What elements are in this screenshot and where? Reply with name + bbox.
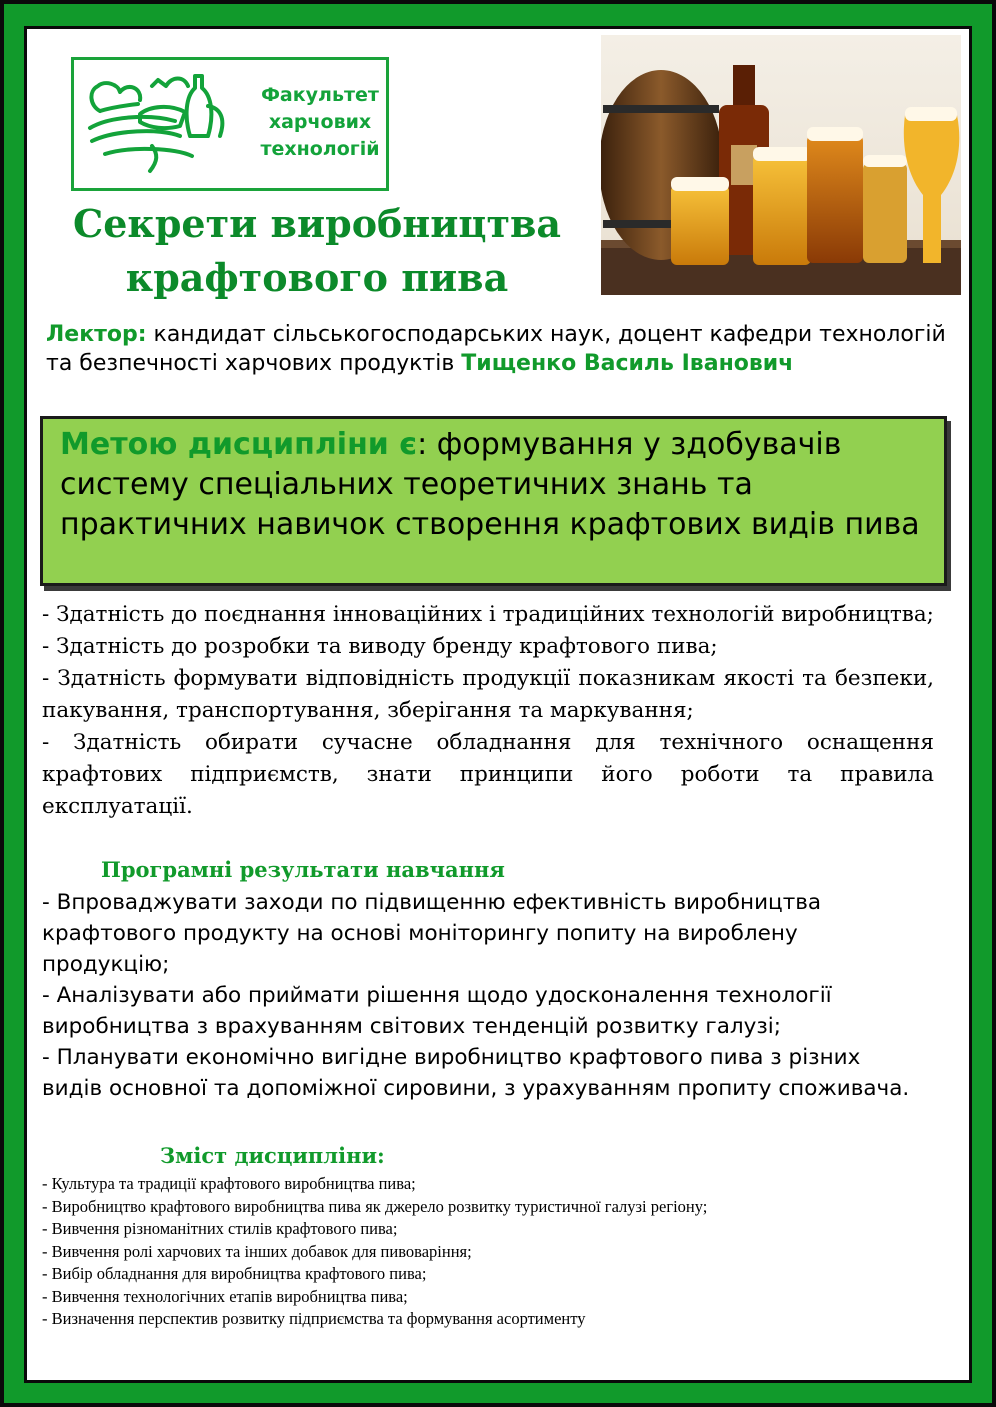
- faculty-logo: [71, 57, 389, 191]
- competence-item: - Здатність до розробки та виводу бренду крафтового пива;: [42, 634, 718, 659]
- results-list: [42, 887, 922, 1104]
- goal-description: : формування у здобувачів систему спеціальних теоретичних знань та практичних навичок створення крафтових видів пива: [60, 427, 920, 542]
- goal-box: [40, 416, 947, 586]
- lecturer-description: кандидат сільськогосподарських наук, доцент кафедри технологій та безпечності харчових продуктів: [46, 322, 946, 376]
- competence-item: - Здатність обирати сучасне обладнання для технічного оснащення крафтових підприємств, знати принципи його роботи та правила експлуатації.: [42, 730, 934, 819]
- content-item: - Вивчення ролі харчових та інших добавок для пивоваріння;: [42, 1241, 472, 1261]
- content-item: - Виробництво крафтового виробництва пива як джерело розвитку туристичної галузі регіону;: [42, 1196, 708, 1216]
- goal-label: Метою дисципліни є: [60, 427, 418, 462]
- lecturer-info: [46, 320, 946, 378]
- content-heading: Зміст дисципліни:: [160, 1143, 385, 1168]
- page-title: [27, 197, 607, 305]
- result-item: - Планувати економічно вигідне виробництво крафтового пива з різних видів основної та допоміжної сировини, з урахуванням пропиту споживача.: [42, 1045, 910, 1101]
- content-item: - Визначення перспектив розвитку підприємства та формування асортименту: [42, 1309, 586, 1328]
- competence-item: - Здатність формувати відповідність продукції показникам якості та безпеки, пакування, транспортування, зберігання та маркування;: [42, 666, 934, 723]
- results-heading: Програмні результати навчання: [101, 857, 505, 882]
- content-list: [42, 1173, 964, 1331]
- page-content: [27, 29, 969, 1380]
- logo-text: [250, 82, 390, 163]
- logo-line-1: Факультет: [261, 84, 379, 106]
- content-item: - Культура та традиції крафтового виробництва пива;: [42, 1174, 416, 1193]
- result-item: - Впроваджувати заходи по підвищенню ефективність виробництва крафтового продукту на основі моніторингу попиту на вироблену продукцію;: [42, 890, 822, 977]
- bottom-border-line: [27, 1380, 969, 1383]
- title-line-1: Секрети виробництва: [72, 201, 562, 246]
- content-item: - Вивчення технологічних етапів виробництва пива;: [42, 1286, 408, 1306]
- goal-text: [60, 425, 940, 545]
- lecturer-label: Лектор:: [46, 322, 147, 347]
- logo-line-2: харчових: [268, 111, 372, 133]
- food-logo-icon: [80, 66, 250, 186]
- result-item: - Аналізувати або приймати рішення щодо удосконалення технології виробництва з врахуванням світових тенденцій розвитку галузі;: [42, 983, 832, 1039]
- competences-list: [42, 599, 934, 823]
- beer-photo: [601, 35, 961, 295]
- logo-line-3: технологій: [260, 138, 380, 160]
- content-item: - Вивчення різноманітних стилів крафтового пива;: [42, 1219, 398, 1238]
- content-item: - Вибір обладнання для виробництва крафтового пива;: [42, 1264, 427, 1283]
- title-line-2: крафтового пива: [125, 255, 509, 300]
- competence-item: - Здатність до поєднання інноваційних і традиційних технологій виробництва;: [42, 602, 934, 627]
- lecturer-name: Тищенко Василь Іванович: [461, 351, 794, 376]
